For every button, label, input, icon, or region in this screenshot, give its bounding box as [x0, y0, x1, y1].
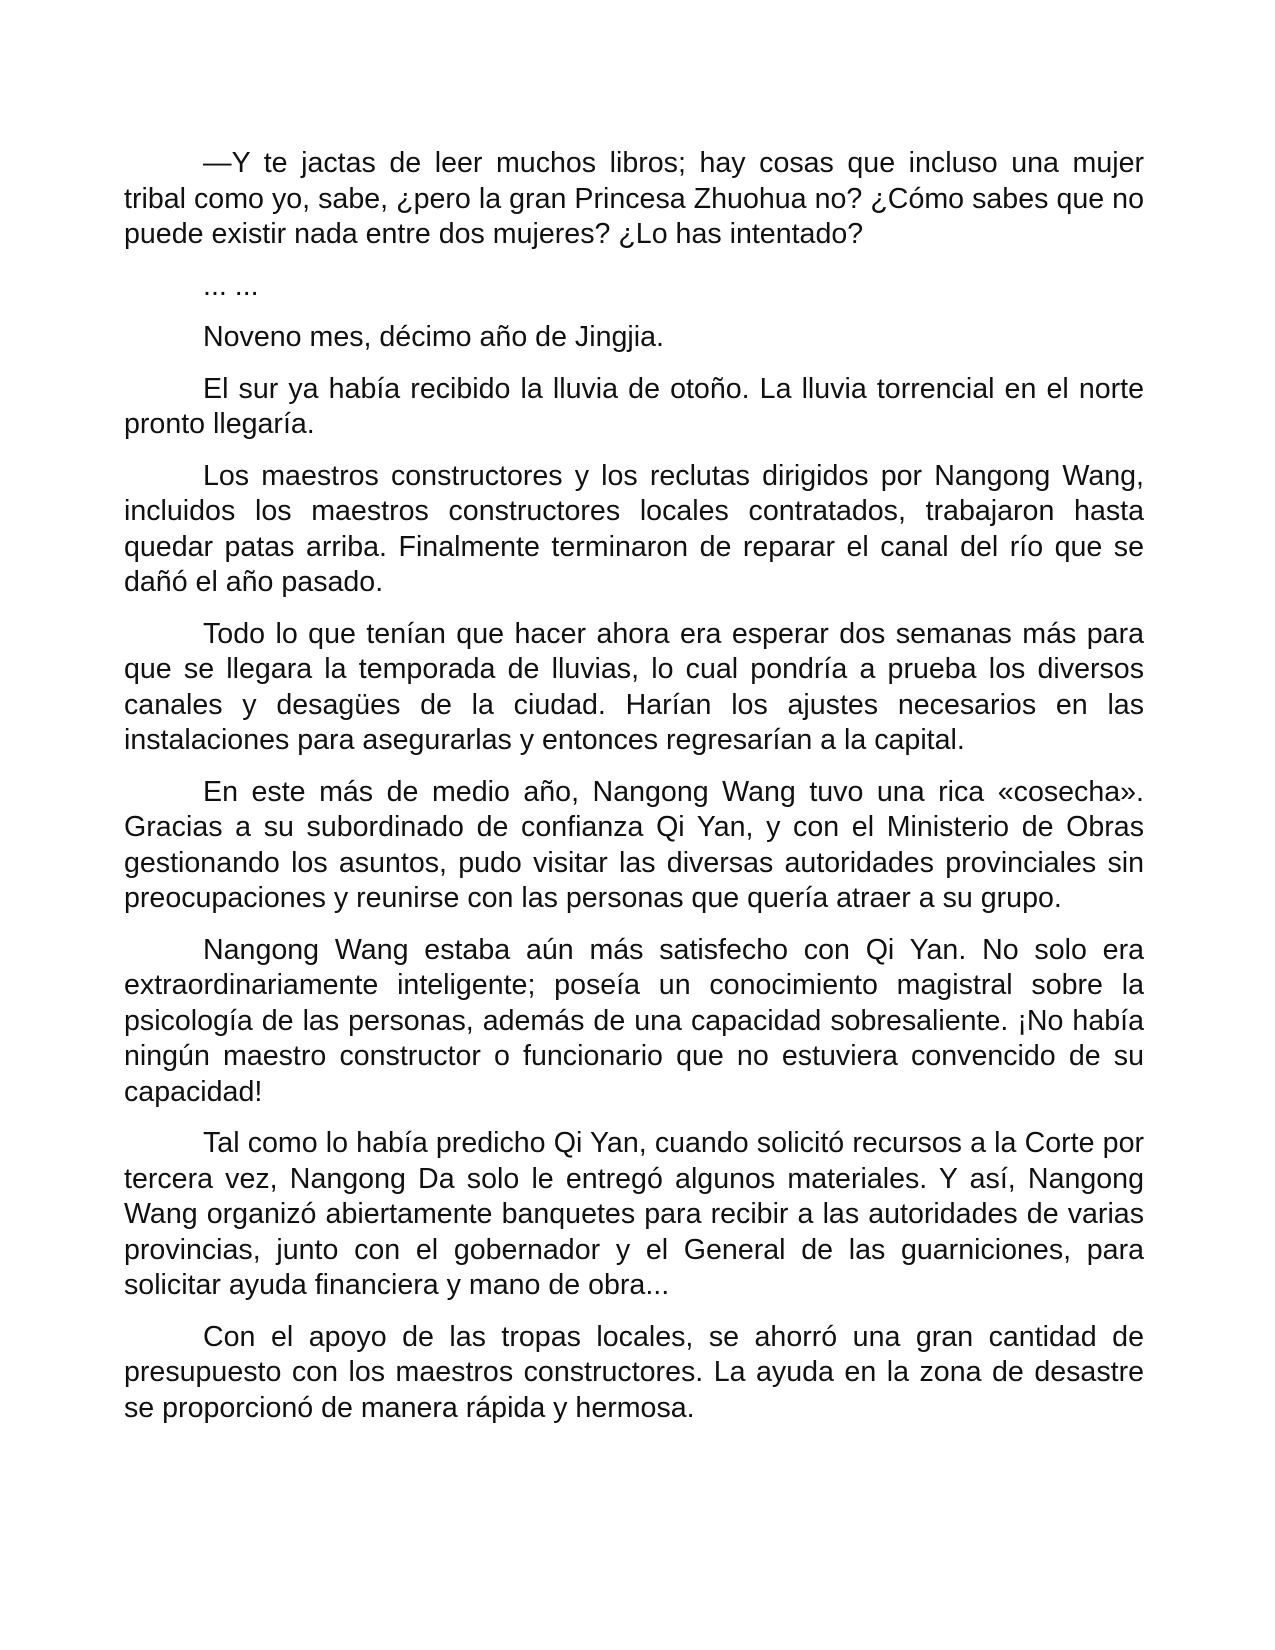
paragraph: Nangong Wang estaba aún más satisfecho con Qi Yan. No solo era extraordinariamente inteligente; poseía un conocimiento magistral sobre la psicología de las personas, además de una capacidad sobresaliente. ¡No había ningún maestro constructor o funcionario que no estuviera convencido de su capacidad!: [124, 933, 1144, 1108]
paragraph: Tal como lo había predicho Qi Yan, cuando solicitó recursos a la Corte por tercera vez, Nangong Da solo le entregó algunos materiales. Y así, Nangong Wang organizó abiertamente banquetes para recibir a las autoridades de varias provincias, junto con el gobernador y el General de las guarniciones, para solicitar ayuda financiera y mano de obra...: [124, 1127, 1144, 1301]
paragraph: —Y te jactas de leer muchos libros; hay cosas que incluso una mujer tribal como yo, sabe, ¿pero la gran Princesa Zhuohua no? ¿Cómo sabes que no puede existir nada entre dos mujeres? ¿Lo has intentado?: [124, 147, 1144, 250]
body-text: [124, 146, 1144, 1442]
paragraph-ellipsis: ... ...: [203, 269, 259, 302]
paragraph: En este más de medio año, Nangong Wang tuvo una rica «cosecha». Gracias a su subordinado de confianza Qi Yan, y con el Ministerio de Obras gestionando los asuntos, pudo visitar las diversas autoridades provinciales sin preocupaciones y reunirse con las personas que quería atraer a su grupo.: [124, 775, 1144, 914]
paragraph-date: Noveno mes, décimo año de Jingjia.: [203, 321, 664, 353]
paragraph: El sur ya había recibido la lluvia de otoño. La lluvia torrencial en el norte pronto llegaría.: [124, 372, 1144, 440]
paragraph: Con el apoyo de las tropas locales, se ahorró una gran cantidad de presupuesto con los maestros constructores. La ayuda en la zona de desastre se proporcionó de manera rápida y hermosa.: [124, 1320, 1144, 1424]
paragraph: Los maestros constructores y los reclutas dirigidos por Nangong Wang, incluidos los maestros constructores locales contratados, trabajaron hasta quedar patas arriba. Finalmente terminaron de reparar el canal del río que se dañó el año pasado.: [124, 459, 1144, 598]
paragraph: Todo lo que tenían que hacer ahora era esperar dos semanas más para que se llegara la temporada de lluvias, lo cual pondría a prueba los diversos canales y desagües de la ciudad. Harían los ajustes necesarios en las instalaciones para asegurarlas y entonces regresarían a la capital.: [124, 617, 1144, 756]
